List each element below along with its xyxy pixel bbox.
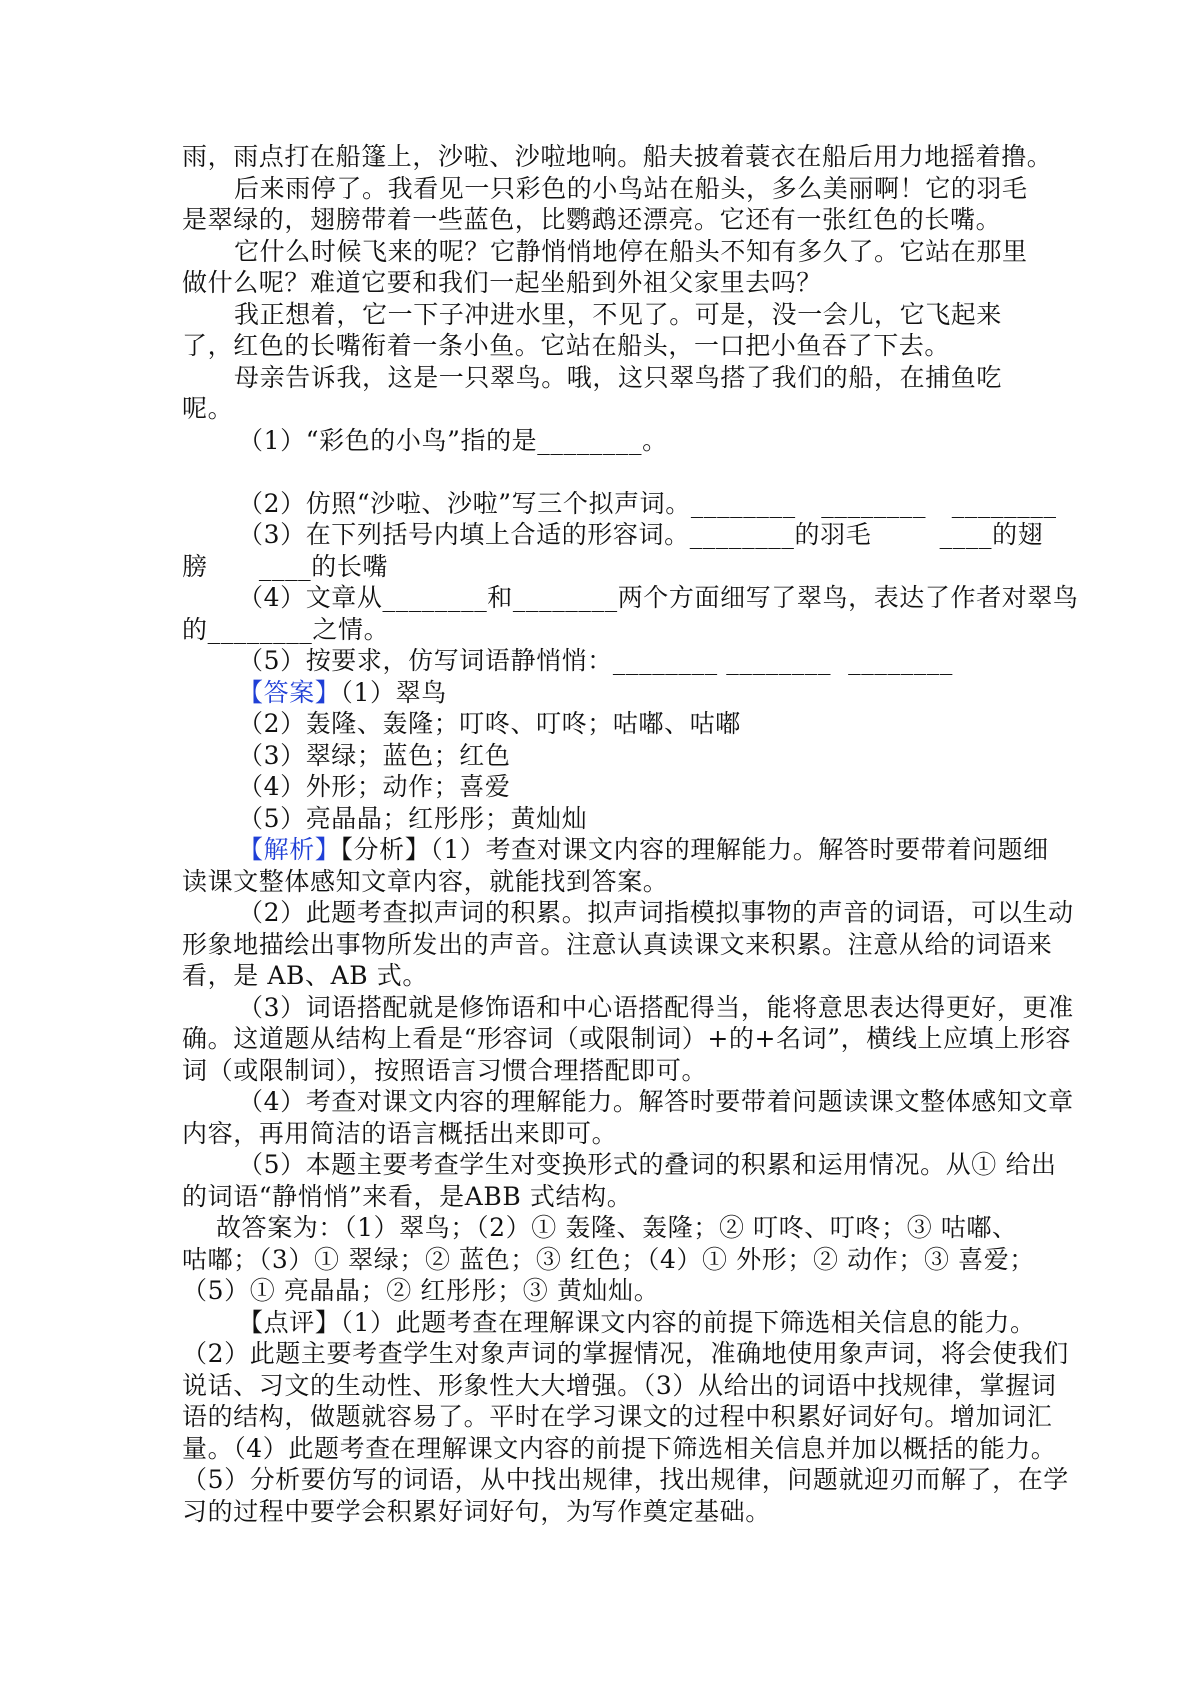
text-line: 呢。	[182, 394, 234, 423]
question-3-cont: 膀 ____的长嘴	[182, 551, 389, 581]
final-answer: （5）① 亮晶晶；② 红彤彤；③ 黄灿灿。	[182, 1276, 660, 1305]
question-4: （4）文章从________和________两个方面细写了翠鸟，表达了作者对翠鸟	[238, 583, 1079, 612]
analysis-tag: 【解析】	[238, 835, 341, 864]
analysis-text: 的词语“静悄悄”来看，是ABB 式结构。	[182, 1181, 633, 1211]
question-5: （5）按要求，仿写词语静悄悄：________ ________ ________	[238, 646, 953, 675]
review-text: （2）此题主要考查学生对象声词的掌握情况，准确地使用象声词，将会使我们	[182, 1339, 1069, 1368]
review-text: 说话、习文的生动性、形象性大大增强。（3）从给出的词语中找规律，掌握词	[182, 1370, 1057, 1400]
text-line: 雨，雨点打在船篷上，沙啦、沙啦地响。船夫披着蓑衣在船后用力地摇着撸。	[182, 142, 1053, 171]
review-text: 【点评】（1）此题考查在理解课文内容的前提下筛选相关信息的能力。	[238, 1307, 1036, 1337]
text-line: 后来雨停了。我看见一只彩色的小鸟站在船头，多么美丽啊！它的羽毛	[234, 173, 1028, 203]
review-text: 量。（4）此题考查在理解课文内容的前提下筛选相关信息并加以概括的能力。	[182, 1433, 1057, 1463]
answer-item: （3）翠绿；蓝色；红色	[238, 740, 511, 770]
text-line: 母亲告诉我，这是一只翠鸟。哦，这只翠鸟搭了我们的船，在捕鱼吃	[234, 362, 1003, 392]
text-line: 了，红色的长嘴衔着一条小鱼。它站在船头，一口把小鱼吞了下去。	[182, 331, 951, 360]
analysis-text: （2）此题考查拟声词的积累。拟声词指模拟事物的声音的词语，可以生动	[238, 898, 1074, 927]
text-line: 它什么时候飞来的呢？它静悄悄地停在船头不知有多久了。它站在那里	[234, 236, 1028, 266]
question-1: （1）“彩色的小鸟”指的是________。	[238, 425, 668, 455]
text-line: 我正想着，它一下子冲进水里，不见了。可是，没一会儿，它飞起来	[234, 299, 1003, 329]
review-text: （5）分析要仿写的词语，从中找出规律，找出规律，问题就迎刃而解了，在学	[182, 1465, 1069, 1494]
analysis-line	[182, 834, 1049, 866]
analysis-text: （3）词语搭配就是修饰语和中心语搭配得当，能将意思表达得更好，更准	[238, 992, 1074, 1022]
blank-gap	[182, 456, 1024, 488]
review-text: 语的结构，做题就容易了。平时在学习课文的过程中积累好词好句。增加词汇	[182, 1402, 1053, 1431]
answer-item: （4）外形；动作；喜爱	[238, 772, 511, 801]
analysis-text: 内容，再用简洁的语言概括出来即可。	[182, 1118, 618, 1148]
analysis-text: 读课文整体感知文章内容，就能找到答案。	[182, 866, 669, 896]
question-3: （3）在下列括号内填上合适的形容词。________的羽毛 ____的翅	[238, 520, 1044, 549]
answer-tag: 【答案】	[238, 677, 341, 707]
question-2: （2）仿照“沙啦、沙啦”写三个拟声词。________ ________ ________	[238, 488, 1057, 518]
question-4-cont: 的________之情。	[182, 614, 390, 644]
analysis-text: 形象地描绘出事物所发出的声音。注意认真读课文来积累。注意从给的词语来	[182, 929, 1053, 959]
text-line: 做什么呢？难道它要和我们一起坐船到外祖父家里去吗？	[182, 268, 823, 297]
answer-line	[182, 677, 1024, 709]
answer-item: （5）亮晶晶；红彤彤；黄灿灿	[238, 803, 588, 833]
analysis-text: 词（或限制词），按照语言习惯合理搭配即可。	[182, 1055, 708, 1085]
document-page	[182, 141, 1079, 1527]
analysis-text: 【分析】（1）考查对课文内容的理解能力。解答时要带着问题细	[340, 835, 1049, 864]
analysis-text: 确。这道题从结构上看是“形容词（或限制词）+的+名词”，横线上应填上形容	[182, 1024, 1072, 1053]
analysis-text: 看，是 AB、AB 式。	[182, 961, 428, 990]
analysis-text: （4）考查对课文内容的理解能力。解答时要带着问题读课文整体感知文章	[238, 1087, 1074, 1116]
review-text: 习的过程中要学会积累好词好句，为写作奠定基础。	[182, 1496, 771, 1526]
answer-item: （2）轰隆、轰隆；叮咚、叮咚；咕嘟、咕嘟	[238, 709, 741, 738]
analysis-text: （5）本题主要考查学生对变换形式的叠词的积累和运用情况。从① 给出	[238, 1150, 1057, 1179]
final-answer: 咕嘟；（3）① 翠绿；② 蓝色；③ 红色；（4）① 外形；② 动作；③ 喜爱；	[182, 1244, 1035, 1274]
answer-item: （1）翠鸟	[340, 677, 447, 707]
text-line: 是翠绿的，翅膀带着一些蓝色，比鹦鹉还漂亮。它还有一张红色的长嘴。	[182, 205, 1002, 234]
final-answer: 故答案为：（1）翠鸟；（2）① 轰隆、轰隆；② 叮咚、叮咚；③ 咕嘟、	[216, 1213, 1018, 1242]
